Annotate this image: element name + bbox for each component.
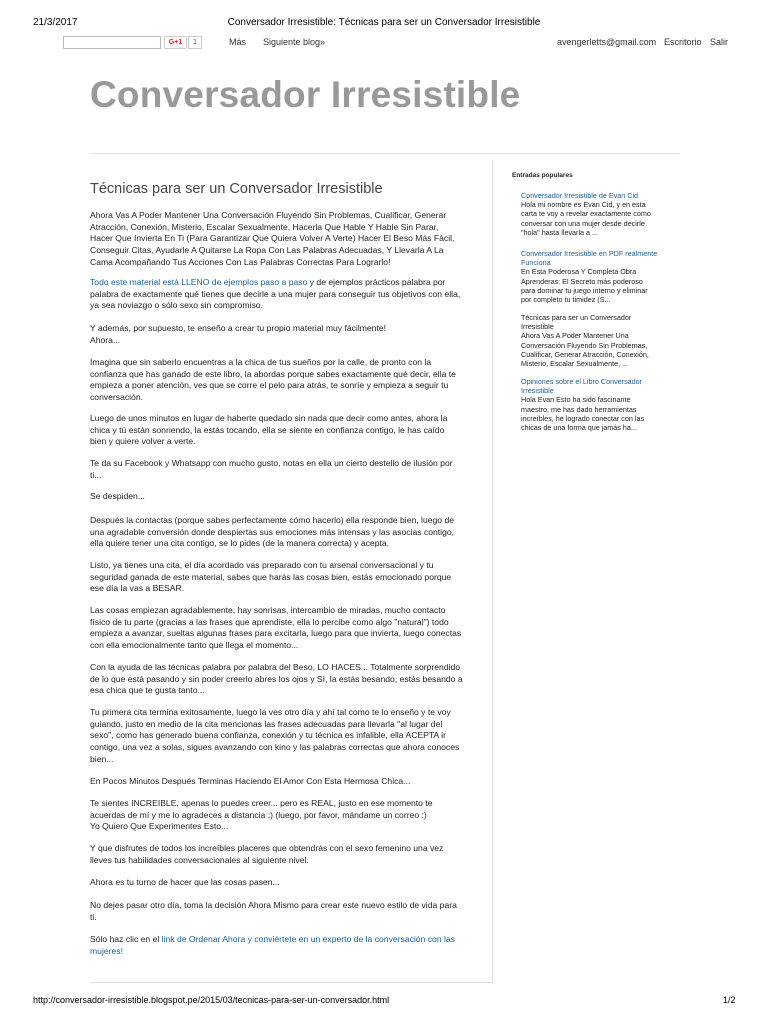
text-line: empieza a avanzar, sueltas algunas frases para excitarla, luego para que invierta, luego conectas — [90, 628, 462, 639]
post-paragraph — [90, 458, 474, 481]
text-line: chica y tú están sonriendo, la estás tocando, ella se siente en confianza contigo, le has caído — [90, 424, 445, 435]
text-line: conversar con una mujer desde decirle — [521, 218, 645, 228]
text-line: Irresistible — [521, 386, 554, 396]
popular-post-item — [521, 313, 679, 368]
order-link[interactable]: mujeres! — [90, 945, 123, 956]
text-line: Ahora es tu turno de hacer que las cosas pasen... — [90, 877, 280, 887]
popular-post-item — [521, 377, 679, 432]
text-line: Atracción, Conexión, Misterio, Escalar Sexualmente, Hacerla Que Hable Y Hable Sin Parar, — [90, 221, 439, 232]
text-line: confianza que has ganado de este libro, la abordas porque sabes exactamente qué decir, ella te — [90, 368, 456, 379]
post-body — [90, 160, 474, 980]
text-line: ese día la vas a BESAR. — [90, 583, 185, 594]
text-line: chicas de una forma que jamás ha... — [521, 423, 637, 433]
text-line: Hola mi nombre es Evan Cid, y en esta — [521, 200, 646, 210]
logout-link[interactable]: Salir — [710, 37, 729, 47]
text-line: Se despiden... — [90, 491, 145, 501]
text-line: lleves tus habilidades conversacionales al siguiente nivel. — [90, 854, 309, 865]
text-line: sexo", como has generado buena confianza, conexión y tu técnica es infalible, ella ACEPTA ir — [90, 730, 446, 741]
text-line: En Esta Poderosa Y Completa Obra — [521, 267, 637, 277]
text-line: con ella emocionalmente tanto que llega el momento... — [90, 640, 299, 651]
text-line: Tu primera cita termina exitosamente, luego la ves otro día y ahí tal como te lo enseño y te voy — [90, 707, 451, 717]
text-line: Ahora... — [90, 334, 121, 345]
gplus-count: 1 — [188, 36, 202, 49]
post-title[interactable]: Técnicas para ser un Conversador Irresistible — [90, 181, 383, 197]
text-line: Luego de unos minutos en lugar de haberte quedado sin nada que decir como antes, ahora la — [90, 413, 448, 423]
post-paragraph — [90, 515, 474, 550]
text-line: Conversador Irresistible en PDF realmente — [521, 249, 658, 258]
print-page-title: Conversador Irresistible: Técnicas para ser un Conversador Irresistible — [227, 17, 541, 28]
text-line: Ahora Vas A Poder Mantener Una Conversación Fluyendo Sin Problemas, Cualificar, Generar — [90, 210, 447, 220]
text-line: Te da su Facebook y Whatsapp con mucho gusto, notas en ella un cierto destello de ilusión por — [90, 458, 453, 468]
text-line: una agradable conversión donde despiertas sus emociones más intensas y las asocias contigo, — [90, 526, 455, 537]
text-line: Conversador Irresistible de Evan Cid — [521, 191, 639, 200]
print-page-number: 1/2 — [723, 995, 736, 1005]
post-paragraph — [90, 277, 474, 312]
text-line: Después la contactas (porque sabes perfectamente cómo hacerlo) ella responde bien, luego de — [90, 515, 455, 525]
popular-post-snippet — [521, 395, 679, 432]
text-line: Irresistible — [521, 322, 554, 332]
post-paragraph — [90, 877, 474, 889]
text-line: Funciona — [521, 258, 551, 268]
text-line: para dominar tu juego interno y eliminar — [521, 285, 648, 295]
text-line: acuerdas de mí y me lo agradeces a distancia ;) (luego, por favor, mándame un correo :) — [90, 809, 427, 820]
text-line: ya sea noviazgo o sólo sexo sin compromiso. — [90, 300, 263, 311]
order-link[interactable]: link de Ordenar Ahora y conviértete en un experto de la conversación con las — [161, 934, 455, 944]
text-line: palabra de exactamente qué tienes que decirle a una mujer para conseguir tus objetivos con ella, — [90, 288, 461, 299]
text-line: bien... — [90, 753, 114, 764]
text-line: seguridad ganada de este material, sabes que harás las cosas bien, estás emocionado porque — [90, 571, 452, 582]
post-paragraph — [90, 491, 474, 503]
text-line: "hola" hasta llevarla a ... — [521, 227, 599, 237]
text-line: de lo que está pasando y sin poder creerlo abres los ojos y SI, la estás besando, estás besando a — [90, 673, 463, 684]
text-line: físico de tu parte (gracias a las frases que aprendiste, ella lo percibe como algo "natural") todo — [90, 616, 449, 627]
post-paragraph — [90, 605, 474, 652]
material-link[interactable]: Todo este material está LLENO de ejemplos paso a paso — [90, 277, 308, 287]
print-date: 21/3/2017 — [33, 17, 78, 28]
text-line: maestro, me has dado herramientas — [521, 404, 637, 414]
text-line: bien y quiere volver a verte. — [90, 436, 196, 447]
text-line: Y que disfrutes de todos los increíbles placeres que obtendrás con el sexo femenino una vez — [90, 843, 444, 853]
text-line: increíbles, he logrado conectar con las — [521, 413, 645, 423]
blog-title[interactable]: Conversador Irresistible — [90, 74, 521, 115]
post-paragraph — [90, 900, 474, 923]
text-line: En Pocos Minutos Después Terminas Haciendo El Amor Con Esta Hermosa Chica... — [90, 776, 411, 786]
popular-post-snippet — [521, 200, 679, 237]
popular-post-title[interactable] — [521, 191, 679, 200]
text-line: por completo tu timidez (S... — [521, 295, 611, 305]
text-line: ella quiere tener una cita contigo, se lo pides (de la manera correcta) y acepta. — [90, 538, 390, 549]
paragraph-text: Sólo haz clic en el — [90, 934, 162, 944]
text-line: carta te voy a revelar exactamente como — [521, 209, 651, 219]
popular-posts-heading: Entradas populares — [512, 172, 573, 179]
post-paragraph — [90, 323, 474, 346]
text-line: Yo Quiero Que Experimentes Esto... — [90, 821, 229, 832]
text-line: Cama Acompañando Tus Acciones Con Las Palabras Correctas Para Lograrlo! — [90, 256, 391, 267]
post-paragraph — [90, 934, 474, 957]
text-line: Listo, ya tienes una cita, el día acordado vas preparado con tu arsenal conversacional y tu — [90, 560, 434, 570]
popular-post-snippet — [521, 313, 679, 368]
desk-link[interactable]: Escritorio — [664, 37, 702, 47]
text-line: empieza a poner atención, ves que se corre el pelo para atrás, te sonríe y empieza a seguir tu — [90, 380, 449, 391]
popular-post-item — [521, 249, 679, 304]
popular-post-title[interactable] — [521, 249, 679, 267]
post-paragraph — [90, 707, 474, 766]
post-paragraph — [90, 413, 474, 448]
text-line: esa chica que te gusta tanto... — [90, 685, 205, 696]
popular-post-snippet — [521, 267, 679, 304]
post-paragraph — [90, 776, 474, 788]
text-line: Las cosas empiezan agradablemente, hay sonrisas, intercambio de miradas, mucho contacto — [90, 605, 446, 615]
text-line: Técnicas para ser un Conversador — [521, 313, 632, 322]
post-paragraph — [90, 560, 474, 595]
text-line: Te sientes INCREIBLE, apenas lo puedes creer... pero es REAL, justo en ese momento te — [90, 798, 433, 808]
text-line: Misterio, Escalar Sexualmente, ... — [521, 359, 629, 369]
post-paragraph — [90, 843, 474, 866]
text-line: contigo, una vez a solas, sigues avanzando con kino y las palabras correctas que ahora conoces — [90, 742, 460, 753]
popular-post-item — [521, 191, 679, 237]
text-line: guiando, justo en medio de la cita mencionas las frases adecuadas para llevarla "al lugar del — [90, 718, 443, 729]
header-divider — [90, 153, 680, 154]
text-line: Hola Evan Esto ha sido fascinante — [521, 395, 631, 405]
main-column-border — [492, 160, 493, 982]
text-line: Y además, por supuesto, te enseño a crear tu propio material muy fácilmente! — [90, 323, 387, 333]
text-line: Imagina que sin saberlo encuentras a la chica de tus sueños por la calle, de pronto con la — [90, 357, 432, 367]
gplus-button[interactable]: G+1 — [164, 36, 187, 49]
post-paragraph — [90, 357, 474, 404]
text-line: ti... — [90, 469, 102, 480]
more-link[interactable]: Más — [229, 37, 247, 47]
paragraph-text: y de ejemplos prácticos palabra por — [307, 277, 446, 287]
post-paragraph — [90, 210, 474, 269]
post-paragraph — [90, 798, 474, 833]
text-line: Hacer Que Invierta En Ti (Para Garantizar Que Quiera Volver A Verte) Hacer El Beso Más Fácil, — [90, 233, 455, 244]
text-line: Ahora Vas A Poder Mantener Una — [521, 331, 629, 341]
text-line: conversación. — [90, 392, 144, 403]
popular-post-title[interactable] — [521, 377, 679, 395]
text-line: Opiniones sobre el Libro Conversador — [521, 377, 643, 386]
text-line: Conversación Fluyendo Sin Problemas, — [521, 340, 648, 350]
paragraph-lines — [90, 289, 474, 312]
text-line: No dejes pasar otro día, toma la decisión Ahora Mismo para crear este nuevo estilo de vida para — [90, 900, 457, 910]
user-email: avengerletts@gmail.com — [557, 37, 657, 47]
post-paragraph — [90, 662, 474, 697]
text-line: Cualificar, Generar Atracción, Conexión, — [521, 349, 649, 359]
print-url: http://conversador-irresistible.blogspot.pe/2015/03/tecnicas-para-ser-un-conversador.html — [33, 995, 390, 1005]
text-line: Con la ayuda de las técnicas palabra por palabra del Beso, LO HACES... Totalmente sorprendido — [90, 662, 461, 672]
blogger-navbar — [0, 33, 768, 55]
text-line: Conseguir Citas, Ayudarle A Quitarse La Ropa Con Las Palabras Adecuadas, Y Llevarla A La — [90, 245, 444, 256]
next-blog-link[interactable]: Siguiente blog» — [263, 37, 326, 47]
search-input[interactable] — [63, 36, 161, 49]
main-column-bottom-border — [90, 982, 493, 983]
text-line: Aprenderas: El Secreto más poderoso — [521, 276, 643, 286]
text-line: ti. — [90, 911, 97, 922]
